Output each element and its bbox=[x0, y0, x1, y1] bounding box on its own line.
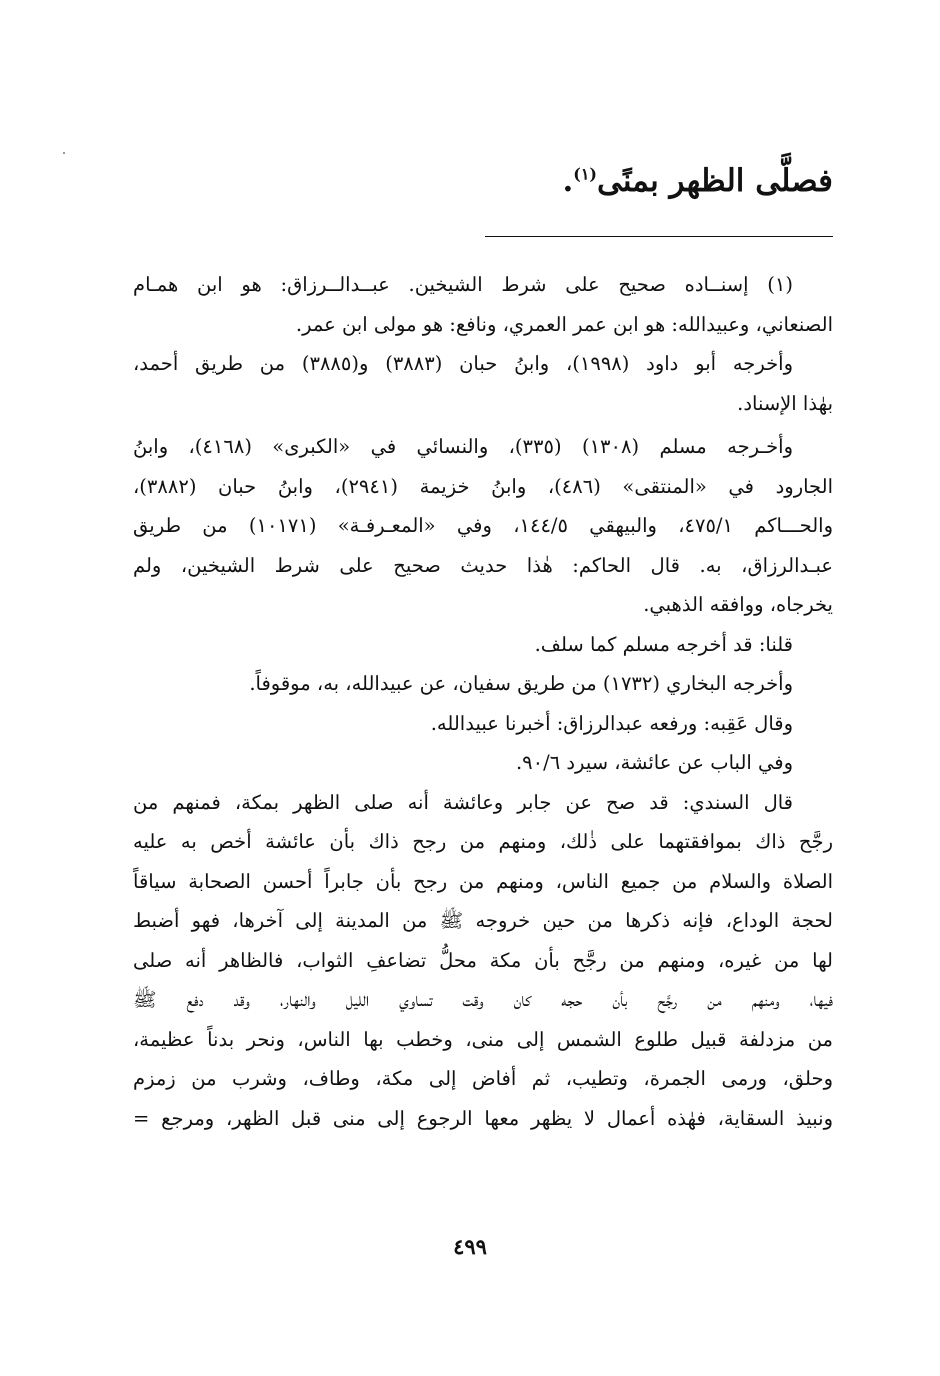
footnote-line: وقال عَقِبه: ورفعه عبدالرزاق: أخبرنا عبيدالله. bbox=[430, 711, 793, 735]
footnote-line: قلنا: قد أخرجه مسلم كما سلف. bbox=[534, 632, 793, 656]
footnote-line: والحـــاكم ٤٧٥/١، والبيهقي ١٤٤/٥، وفي «المعـرفـة» (١٠١٧١) من طريق bbox=[133, 514, 833, 537]
main-text-line bbox=[113, 158, 833, 204]
footnote-line: الصلاة والسلام من جميع الناس، ومنهم من رجح بأن جابراً أحسن الصحابة سياقاً bbox=[133, 869, 833, 893]
footnote-line: الصنعاني، وعبيدالله: هو ابن عمر العمري، ونافع: هو مولى ابن عمر. bbox=[295, 312, 833, 336]
footnote-separator bbox=[485, 236, 833, 237]
scan-speck bbox=[63, 152, 65, 154]
footnote-line: وأخرجه البخاري (١٧٣٢) من طريق سفيان، عن عبيدالله، به، موقوفاً. bbox=[249, 672, 793, 695]
main-text: فصلَّى الظهر بمنًى bbox=[596, 163, 833, 199]
main-text-end: . bbox=[562, 163, 574, 199]
footnote-line: وفي الباب عن عائشة، سيرد ٩٠/٦. bbox=[515, 751, 793, 774]
footnote-line: ونبيذ السقاية، فهٰذه أعمال لا يظهر معها الرجوع إلى منى قبل الظهر، ومرجع = bbox=[133, 1106, 833, 1130]
footnote-line: الجارود في «المنتقى» (٤٨٦)، وابنُ خزيمة (٢٩٤١)، وابنُ حبان (٣٨٨٢)، bbox=[133, 474, 833, 498]
footnote-line: وأخرجه أبو داود (١٩٩٨)، وابنُ حبان (٣٨٨٣) و(٣٨٨٥) من طريق أحمد، bbox=[133, 352, 793, 375]
footnote-line: من مزدلفة قبيل طلوع الشمس إلى منى، وخطب بها الناس، ونحر بدناً عظيمة، bbox=[133, 1027, 833, 1051]
footnote-reference: (١) bbox=[573, 164, 597, 184]
footnote-line: يخرجاه، ووافقه الذهبي. bbox=[643, 593, 833, 616]
footnote-line: لها من غيره، ومنهم من رجَّح بأن مكة محلُّ تضاعفِ الثواب، فالظاهر أنه صلى bbox=[133, 948, 833, 972]
footnote-line: عبـدالرزاق، به. قال الحاكم: هٰذا حديث صحيح على شرط الشيخين، ولم bbox=[133, 553, 833, 577]
footnote-line: فيها، ومنهم من رجَّح بأن حجه كان وقت تساوي الليل والنهار، وقد دفع ﷺ bbox=[133, 988, 833, 1011]
footnote-line: وأخـرجه مسلم (١٣٠٨) (٣٣٥)، والنسائي في «الكبرى» (٤١٦٨)، وابنُ bbox=[133, 435, 793, 458]
footnotes-block bbox=[133, 265, 833, 1138]
footnote-line: وحلق، ورمى الجمرة، وتطيب، ثم أفاض إلى مكة، وطاف، وشرب من زمزم bbox=[133, 1067, 833, 1090]
footnote-line: بهٰذا الإسناد. bbox=[737, 391, 833, 415]
footnote-line: رجَّح ذاك بموافقتهما على ذٰلك، ومنهم من رجح ذاك بأن عائشة أخص به عليه bbox=[133, 830, 833, 853]
page-number: ٤٩٩ bbox=[453, 1234, 487, 1259]
footnote-line: (١) إسنــاده صحيح على شرط الشيخين. عبــدالــرزاق: هو ابن همـام bbox=[133, 273, 793, 296]
footnote-line: قال السندي: قد صح عن جابر وعائشة أنه صلى الظهر بمكة، فمنهم من bbox=[133, 790, 793, 814]
footnote-line: لحجة الوداع، فإنه ذكرها من حين خروجه ﷺ من المدينة إلى آخرها، فهو أضبط bbox=[133, 909, 833, 932]
